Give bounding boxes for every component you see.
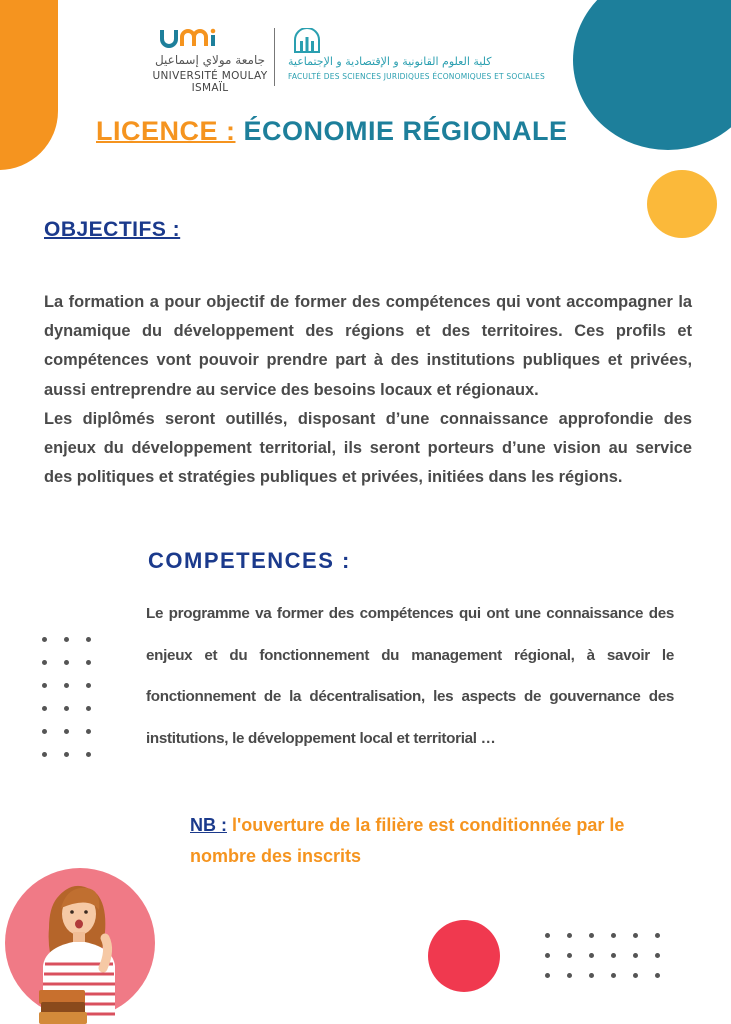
orange-pill-decoration — [0, 0, 58, 170]
dot-grid-left — [42, 637, 108, 775]
faculty-name-french: FACULTÉ DES SCIENCES JURIDIQUES ÉCONOMIQUES ET SOCIALES — [288, 72, 545, 81]
faculty-logo-icon — [292, 28, 322, 54]
title-prefix: LICENCE : — [96, 116, 236, 146]
objectifs-heading: OBJECTIFS : — [44, 218, 181, 241]
header-divider — [274, 28, 275, 86]
nb-note — [190, 810, 670, 872]
nb-label: NB : — [190, 815, 227, 835]
umi-logo — [160, 28, 250, 48]
page-title — [96, 116, 568, 147]
objectifs-paragraph-1: La formation a pour objectif de former des compétences qui vont accompagner la dynamique du développement des régions et des territoires. Ces profils et compétences vont pouvoir prendre part à des institutions publiques et privées, aussi entreprendre au service des besoins locaux et régionaux. — [44, 293, 692, 399]
nb-text: l'ouverture de la filière est conditionnée par le nombre des inscrits — [190, 815, 625, 866]
teal-circle-decoration — [573, 0, 731, 150]
competences-body: Le programme va former des compétences qui ont une connaissance des enjeux et du fonctionnement du management régional, à savoir le fonctionnement de la décentralisation, les aspects de gouvernance des institutions, le développement local et territorial … — [146, 605, 674, 747]
objectifs-paragraph-2: Les diplômés seront outillés, disposant d’une connaissance approfondie des enjeux du développement territorial, ils seront porteurs d’une vision au service des politiques et stratégies publiques et privées, initiées dans les régions. — [44, 409, 692, 487]
umi-name-french: UNIVERSITÉ MOULAY ISMAÏL — [152, 70, 268, 94]
title-main: ÉCONOMIE RÉGIONALE — [235, 116, 568, 146]
objectifs-body — [44, 288, 692, 492]
yellow-circle-decoration — [647, 170, 717, 238]
student-illustration — [5, 868, 155, 1024]
umi-name-arabic: جامعة مولاي إسماعيل — [154, 53, 266, 67]
competences-heading: COMPETENCES : — [148, 548, 351, 573]
faculty-name-arabic: كلية العلوم القانونية و الإقتصادية و الإجتماعية — [288, 55, 492, 68]
dot-grid-right — [545, 933, 677, 993]
red-circle-decoration — [428, 920, 500, 992]
